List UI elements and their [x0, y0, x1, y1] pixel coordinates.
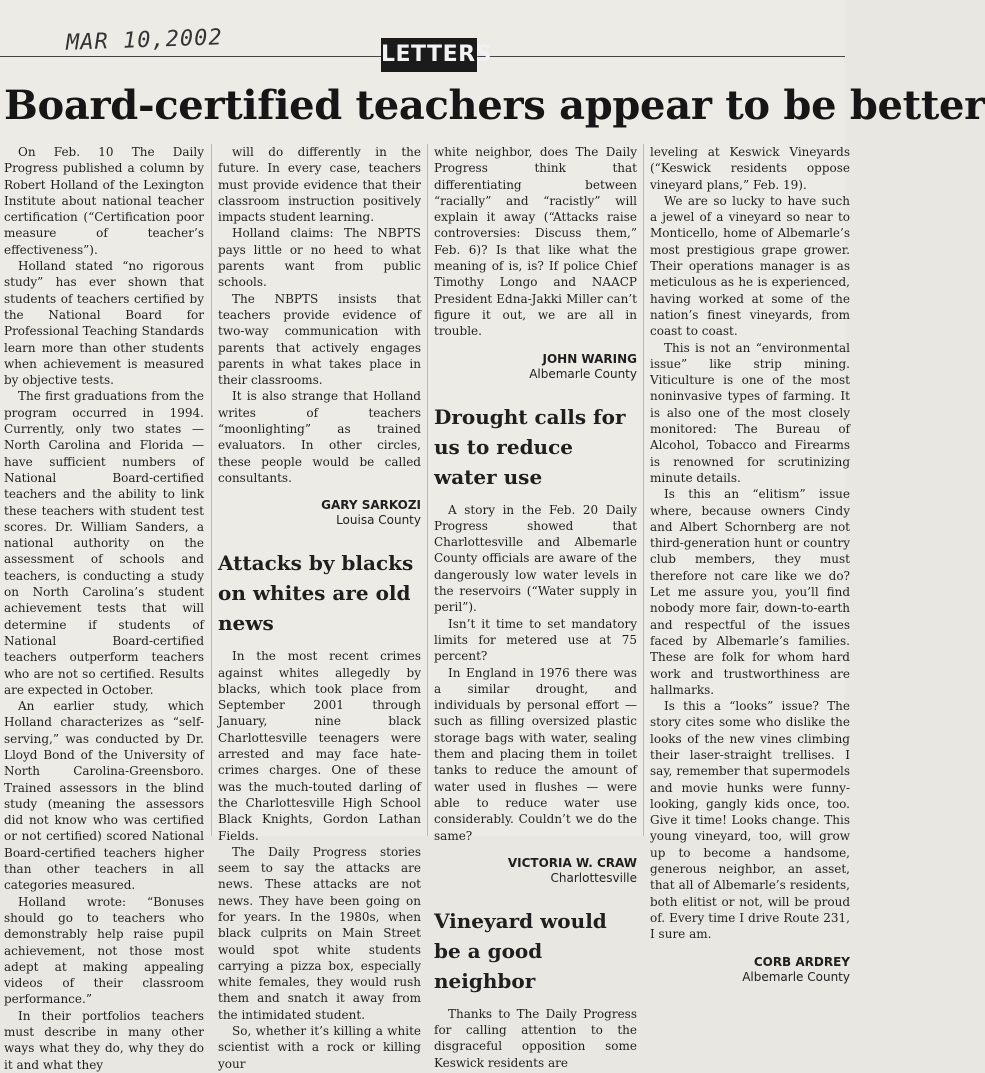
column-divider — [643, 144, 644, 836]
letter-headline: Drought calls for us to reduce water use — [434, 404, 626, 489]
signature-place: Charlottesville — [550, 870, 637, 885]
paragraph: Holland stated “no rigorous study” has ever shown that students of teachers certified by the National Board for Professional Teaching Standards learn more than other students when achievement is measured by objective tests. — [4, 259, 204, 388]
handwritten-date: MAR 10,2002 — [65, 25, 224, 56]
column-1 — [4, 144, 204, 1072]
signature-place: Albemarle County — [742, 969, 850, 984]
paragraph: In their portfolios teachers must describe in many other ways what they do, why they do it and what they — [4, 1008, 204, 1072]
paragraph: Holland claims: The NBPTS pays little or no heed to what parents want from public schools. — [218, 226, 421, 290]
column-4 — [650, 144, 850, 984]
paragraph: will do differently in the future. In every case, teachers must provide evidence that their classroom instruction positively impacts student learning. — [218, 145, 421, 225]
paragraph: An earlier study, which Holland characterizes as “self-serving,” was conducted by Dr. Lloyd Bond of the University of North Carolina-Greensboro. Trained assessors in the blind study (meaning the assessors did not know who was certified or not certified) scored National Board-certified teachers higher than other teachers in all categories measured. — [4, 699, 204, 893]
paragraph: Is this a “looks” issue? The story cites some who dislike the looks of the new vines climbing their laser-straight trellises. I say, remember that supermodels and movie hunks were funny-looking, gangly kids once, too. Give it time! Looks change. This young vineyard, too, will grow up to become a handsome, generous neighbor, an asset, that all of Albemarle’s residents, both elitist or not, will be proud of. Every time I drive Route 231, I sure am. — [650, 699, 850, 942]
paragraph: In England in 1976 there was a similar drought, and individuals by personal effort — such as filling oversized plastic storage bags with water, sealing them and placing them in toilet tanks to reduce the amount of water used in flushes — were able to reduce water use considerably. Couldn’t we do the same? — [434, 665, 637, 843]
column-2 — [218, 144, 421, 1071]
column-3 — [434, 144, 637, 1070]
signature-name: GARY SARKOZI — [321, 498, 421, 513]
paragraph: leveling at Keswick Vineyards (“Keswick residents oppose vineyard plans,” Feb. 19). — [650, 145, 850, 192]
headline: Board-certified teachers appear to be better — [4, 82, 985, 129]
signature-place: Louisa County — [336, 513, 421, 528]
paragraph: The Daily Progress stories seem to say the attacks are news. These attacks are not news. They have been going on for years. In the 1980s, when black culprits on Main Street would spot white students carrying a pizza box, especially white females, they would rush them and snatch it away from the intimidated student. — [218, 844, 421, 1022]
paragraph: We are so lucky to have such a jewel of a vineyard so near to Monticello, home of Albemarle’s most prestigious grape grower. Their operations manager is as meticulous as he is experienced, having worked at some of the nation’s finest vineyards, from coast to coast. — [650, 193, 850, 339]
paragraph: Thanks to The Daily Progress for calling attention to the disgraceful opposition some Keswick residents are — [434, 1006, 637, 1070]
paragraph: This is not an “environmental issue” like strip mining. Viticulture is one of the most noninvasive types of farming. It is also one of the most closely monitored: The Bureau of Alcohol, Tobacco and Firearms is renowned for scrutinizing minute details. — [650, 340, 850, 485]
paragraph: So, whether it’s killing a white scientist with a rock or killing your — [218, 1024, 421, 1071]
section-label: LETTERS — [381, 38, 477, 72]
signature-name: CORB ARDREY — [753, 954, 850, 969]
signature-name: VICTORIA W. CRAW — [507, 855, 637, 870]
letter-headline: Vineyard would be a good neighbor — [434, 908, 607, 993]
paragraph: white neighbor, does The Daily Progress think that differentiating between “racially” and “racistly” will explain it away (“Attacks raise controversies: Discuss them,” Feb. 6)? Is that like what the meaning of is, is? If police Chief Timothy Longo and NAACP President Edna-Jakki Miller can’t figure it out, we are all in trouble. — [434, 145, 637, 339]
letter-headline: Attacks by blacks on whites are old news — [218, 551, 414, 636]
paragraph: The NBPTS insists that teachers provide evidence of two-way communication with parents that actively engages parents in what takes place in their classrooms. — [218, 291, 421, 388]
column-divider — [427, 144, 428, 836]
paragraph: In the most recent crimes against whites allegedly by blacks, which took place from September 2001 through January, nine black Charlottesville teenagers were arrested and may face hate-crimes charges. One of these was the much-touted darling of the Charlottesville High School Black Knights, Gordon Lathan Fields. — [218, 649, 421, 843]
paragraph: The first graduations from the program occurred in 1994. Currently, only two states — North Carolina and Florida — have sufficient numbers of National Board-certified teachers and the ability to link these teachers with student test scores. Dr. William Sanders, a national authority on the assessment of schools and teachers, is conducting a study on North Carolina’s student achievement tests that will determine if students of National Board-certified teachers outperform teachers who are not so certified. Results are expected in October. — [4, 389, 204, 697]
signature-name: JOHN WARING — [542, 351, 637, 366]
paragraph: Is this an “elitism” issue where, because owners Cindy and Albert Schornberg are not third-generation hunt or country club members, they must therefore not care like we do? Let me assure you, you’ll find nobody more fair, down-to-earth and respectful of the issues faced by Albemarle’s families. These are folk for whom hard work and trustworthiness are hallmarks. — [650, 487, 850, 697]
column-divider — [211, 144, 212, 836]
signature-place: Albemarle County — [529, 366, 637, 381]
paragraph: Holland wrote: “Bonuses should go to teachers who demonstrably help raise pupil achievement, not those most adept at making appealing videos of their classroom performance.” — [4, 894, 204, 1007]
paragraph: It is also strange that Holland writes of teachers “moonlighting” as trained evaluators. In other circles, these people would be called consultants. — [218, 389, 421, 485]
paragraph: A story in the Feb. 20 Daily Progress showed that Charlottesville and Albemarle County officials are aware of the dangerously low water levels in the reservoirs (“Water supply in peril”). — [434, 502, 637, 615]
paragraph: On Feb. 10 The Daily Progress published a column by Robert Holland of the Lexington Institute about national teacher certification (“Certification poor measure of teacher’s effectiveness”). — [4, 145, 204, 257]
paragraph: Isn’t it time to set mandatory limits for metered use at 75 percent? — [434, 616, 637, 664]
